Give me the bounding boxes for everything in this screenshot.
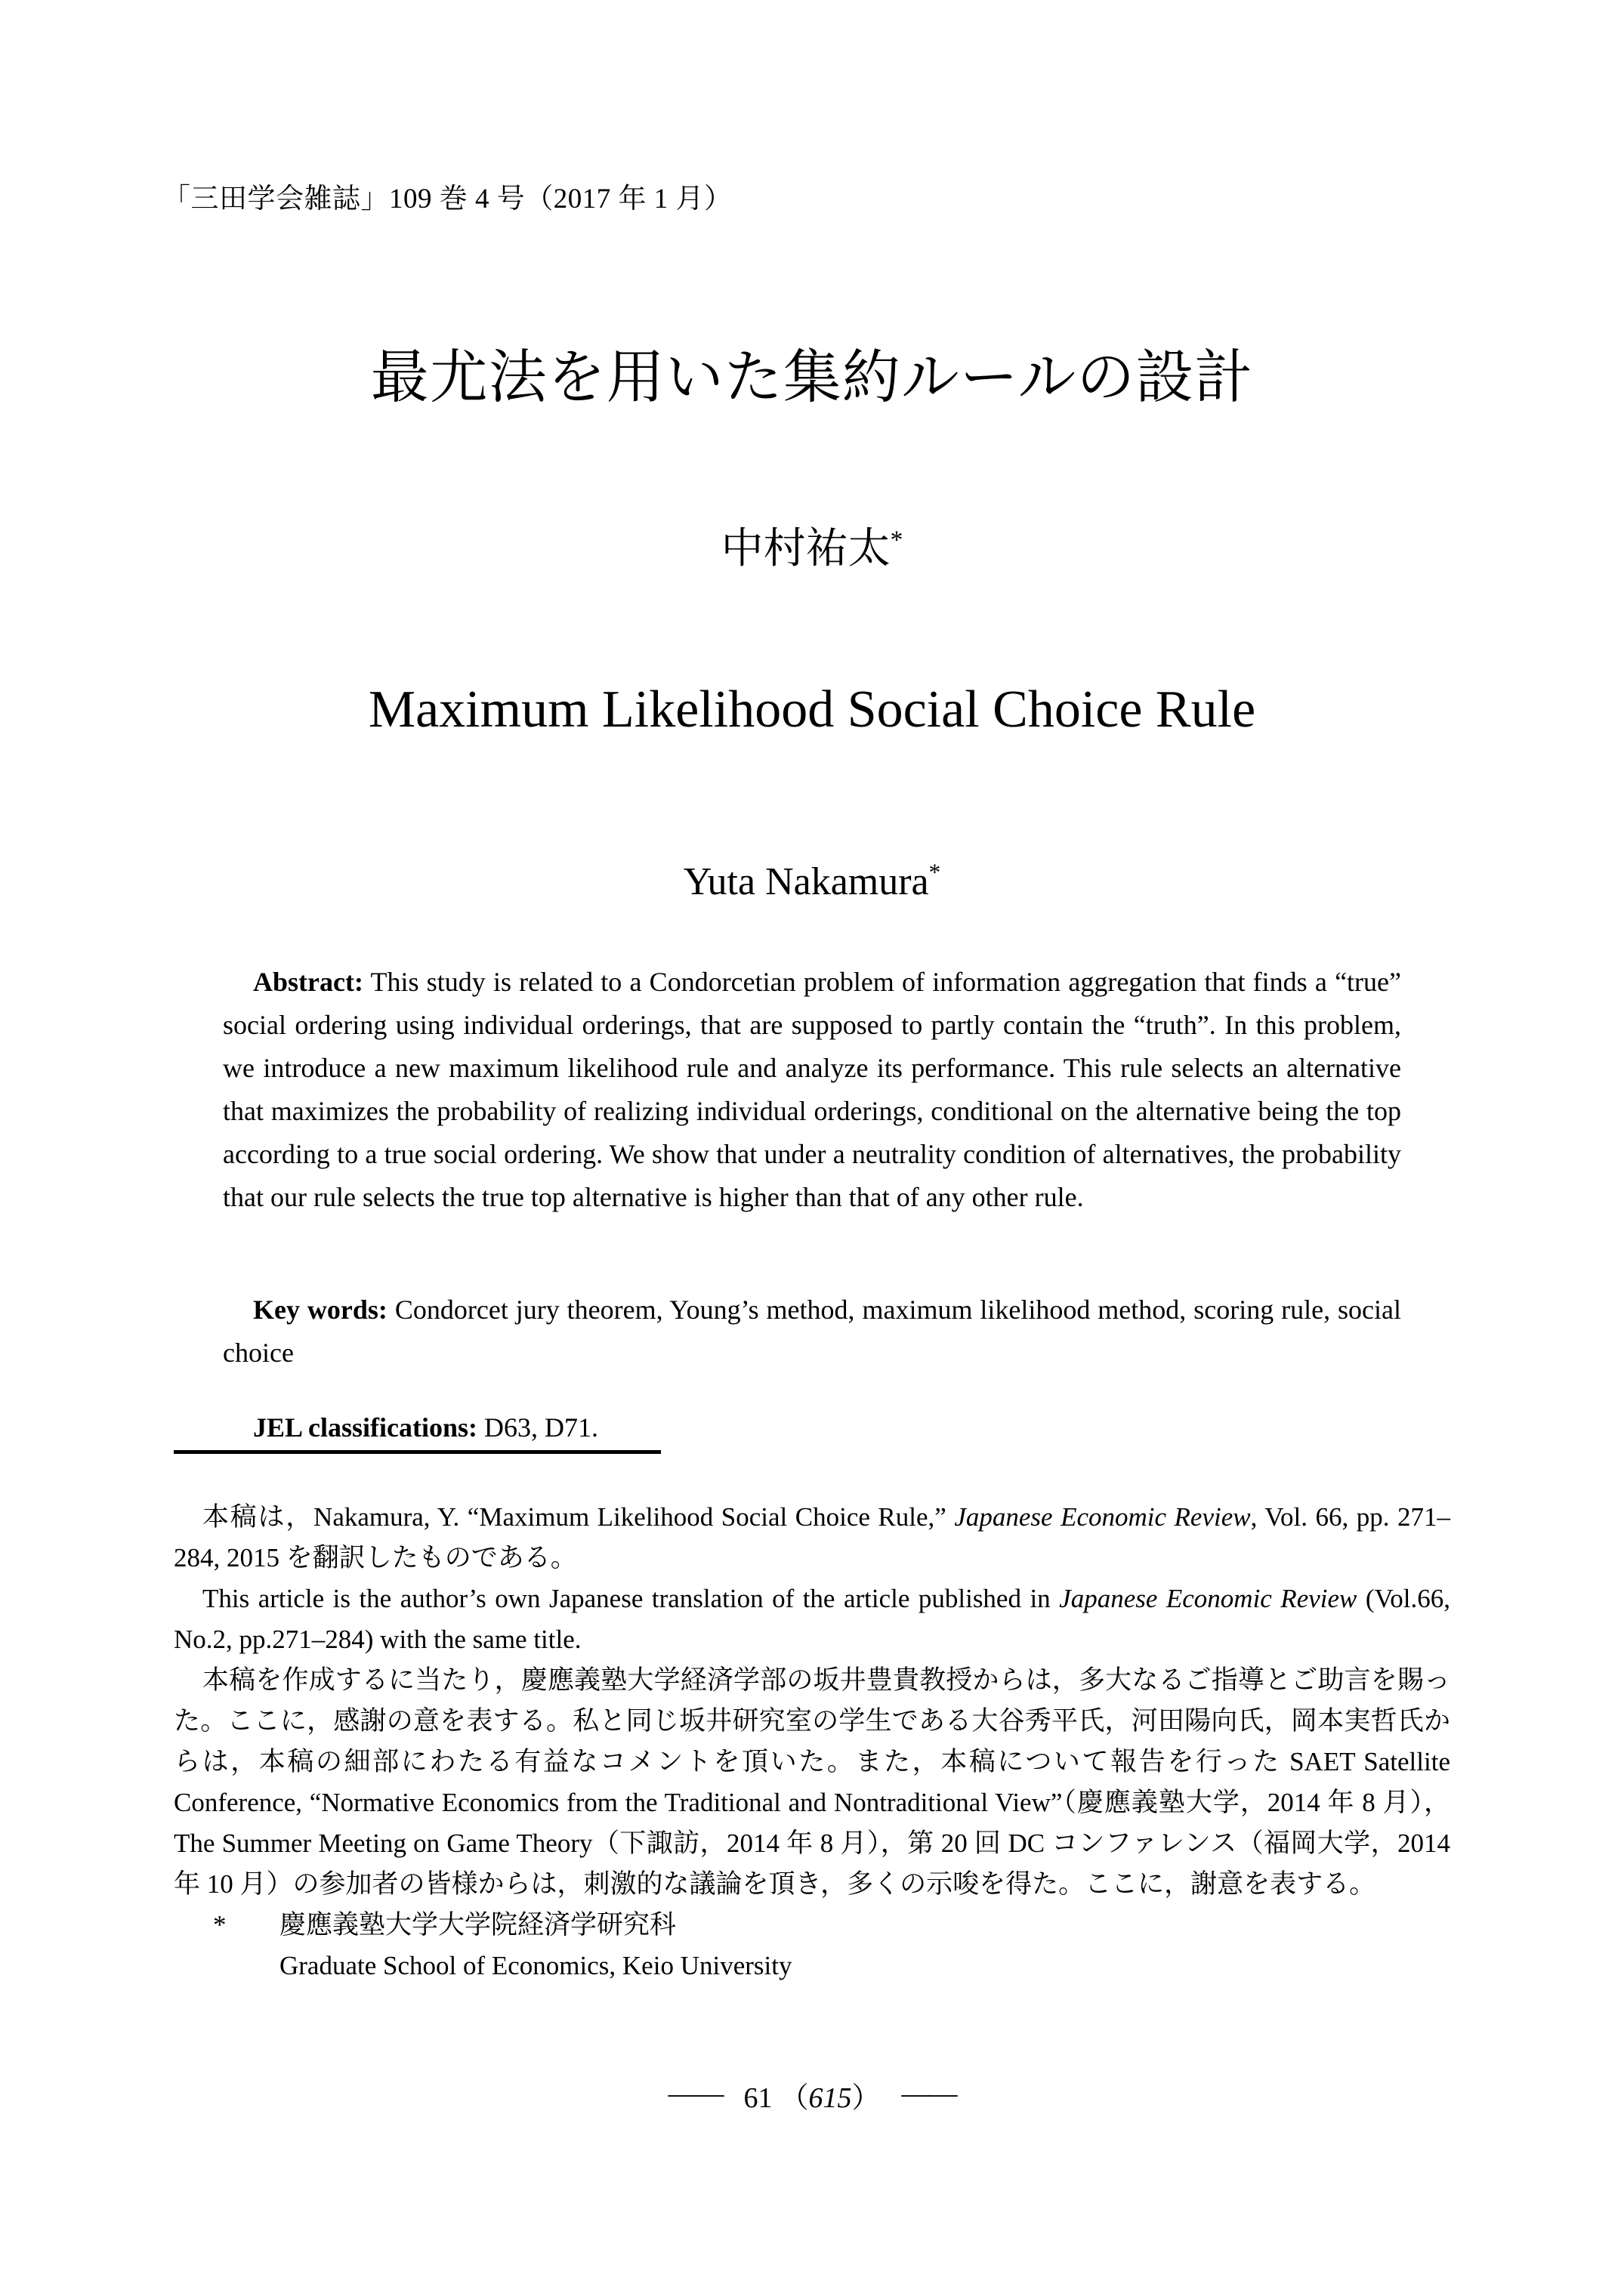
jel-section bbox=[223, 1406, 1401, 1449]
jel-paragraph bbox=[223, 1406, 1401, 1449]
paper-title-ja-text: 最尤法を用いた集約ルールの設計 bbox=[370, 345, 1254, 410]
paper-author-en-text: Yuta Nakamura bbox=[683, 860, 929, 903]
abstract-section bbox=[223, 961, 1401, 1219]
keywords-paragraph bbox=[223, 1288, 1401, 1375]
journal-name-italic: Japanese Economic Review bbox=[1059, 1584, 1357, 1613]
paper-title-en bbox=[0, 680, 1624, 740]
paper-author-en bbox=[0, 859, 1624, 904]
page-number-alt: 615 bbox=[808, 2082, 852, 2114]
footnote-paragraph-translation-note-en bbox=[174, 1579, 1450, 1660]
paper-author-ja bbox=[0, 515, 1624, 576]
footnote-divider-rule bbox=[174, 1450, 661, 1454]
author-footnote-marker-ja: * bbox=[890, 526, 903, 554]
author-footnote-marker-en: * bbox=[928, 859, 941, 886]
abstract-paragraph bbox=[223, 961, 1401, 1219]
footnote1-post: , Vol. 66, pp. 271–284, 2015 を翻訳したものである。 bbox=[174, 1502, 1451, 1572]
page-number: 61 bbox=[743, 2082, 773, 2114]
abstract-label: Abstract: bbox=[253, 967, 363, 997]
abstract-text: This study is related to a Condorcetian problem of information aggregation that finds a “true” social ordering using individual orderings, that are supposed to partly contain the “truth”. In this problem, we introduce a new maximum likelihood rule and analyze its performance. This rule selects an alternative that maximizes the probability of realizing individual orderings, conditional on the alternative being the top according to a true social ordering. We show that under a neutrality condition of alternatives, the probability that our rule selects the true top alternative is higher than that of any other rule. bbox=[223, 967, 1401, 1212]
journal-name-italic: Japanese Economic Review bbox=[954, 1502, 1251, 1532]
footnote-paragraph-translation-note-ja bbox=[174, 1497, 1450, 1579]
footnote2-pre: This article is the author’s own Japanese translation of the article published in bbox=[202, 1584, 1060, 1613]
paper-author-ja-text: 中村祐太 bbox=[721, 526, 891, 572]
page-number-alt-paren-open: （ bbox=[780, 2082, 809, 2114]
affiliation-block bbox=[174, 1905, 1450, 1986]
affiliation-ja: 慶應義塾大学大学院経済学研究科 bbox=[279, 1910, 677, 1940]
keywords-section bbox=[223, 1288, 1401, 1375]
footnote2-post: (Vol.66, No.2, pp.271–284) with the same title. bbox=[174, 1584, 1451, 1654]
footnote-paragraph-acknowledgements: 本稿を作成するに当たり，慶應義塾大学経済学部の坂井豊貴教授からは，多大なるご指導とご助言を賜った。ここに，感謝の意を表する。私と同じ坂井研究室の学生である大谷秀平氏，河田陽向氏，岡本実哲氏からは，本稿の細部にわたる有益なコメントを頂いた。また，本稿について報告を行った SAET Satellite Conference, “Normative Economics from the Traditional and Nontraditional View”（慶應義塾大学，2014 年 8 月），The Summer Meeting on Game Theory（下諏訪，2014 年 8 月），第 20 回 DC コンファレンス（福岡大学，2014 年 10 月）の参加者の皆様からは，刺激的な議論を頂き，多くの示唆を得た。ここに，謝意を表する。 bbox=[174, 1665, 1450, 1899]
page-footer bbox=[0, 2074, 1624, 2116]
footer-left-rule: —— bbox=[668, 2078, 723, 2109]
affiliation-asterisk-marker: * bbox=[213, 1910, 227, 1940]
footnotes-section bbox=[174, 1497, 1450, 1986]
keywords-label: Key words: bbox=[253, 1295, 387, 1325]
keywords-text: Condorcet jury theorem, Young’s method, maximum likelihood method, scoring rule, social choice bbox=[223, 1295, 1402, 1368]
footer-right-rule: —— bbox=[901, 2078, 956, 2109]
affiliation-en: Graduate School of Economics, Keio University bbox=[279, 1951, 792, 1980]
paper-title-ja bbox=[0, 331, 1624, 415]
paper-title-en-text: Maximum Likelihood Social Choice Rule bbox=[368, 680, 1256, 739]
journal-header: 「三田学会雑誌」109 巻 4 号（2017 年 1 月） bbox=[162, 184, 733, 214]
footnote1-pre: 本稿は，Nakamura, Y. “Maximum Likelihood Social Choice Rule,” bbox=[202, 1502, 955, 1532]
page-number-alt-paren-close: ） bbox=[851, 2082, 881, 2114]
jel-label: JEL classifications: bbox=[253, 1412, 478, 1443]
jel-text: D63, D71. bbox=[484, 1412, 599, 1443]
